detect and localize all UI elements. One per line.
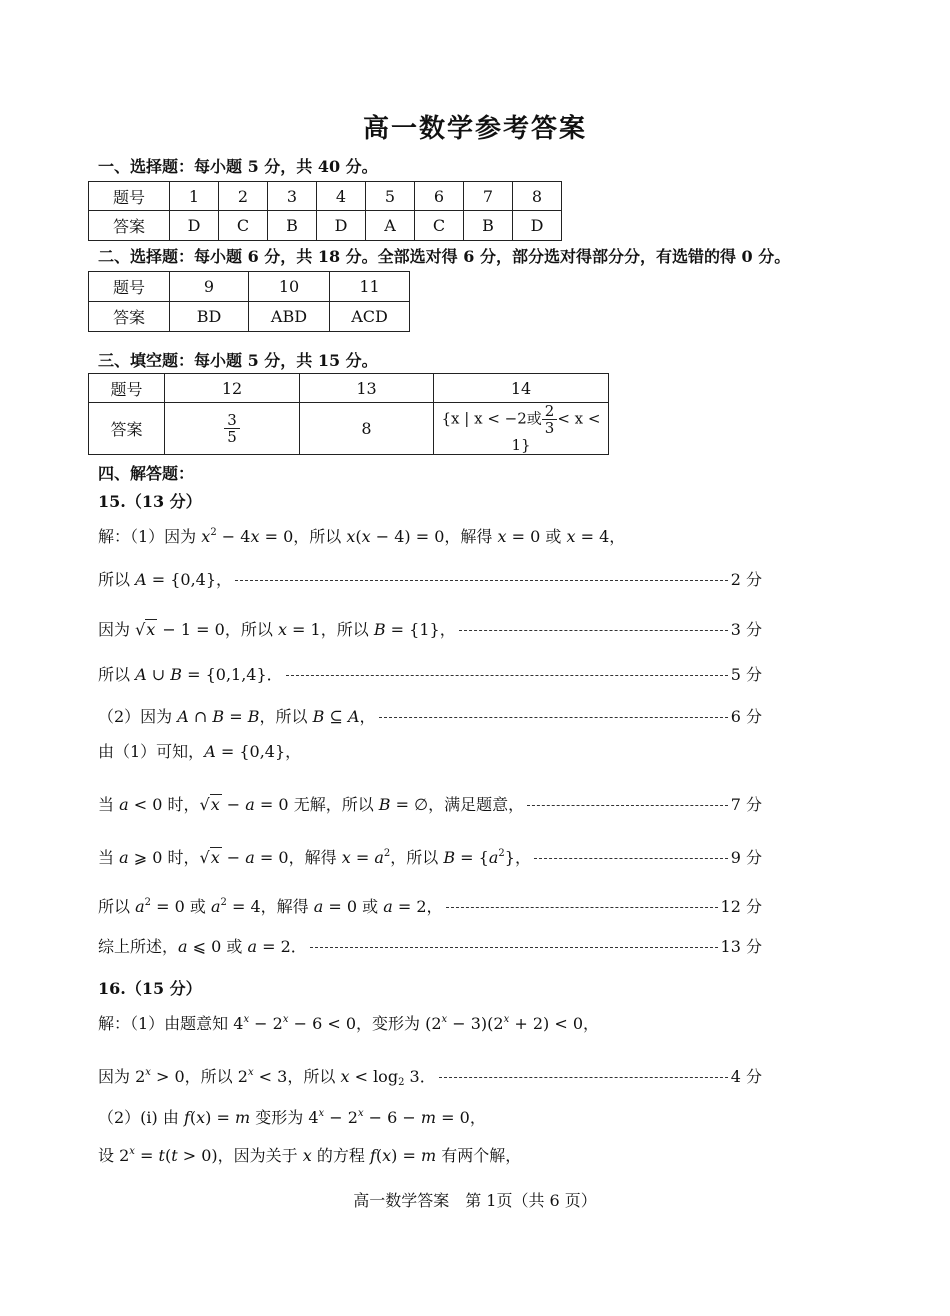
score-label: 2 分 — [730, 569, 762, 589]
fraction — [542, 403, 558, 436]
row-label: 答案 — [89, 403, 165, 455]
dashed-leader — [235, 580, 728, 581]
answer-cell: ABD — [249, 302, 330, 332]
question-number: 3 — [268, 182, 317, 211]
solution-line: 因为 √x − 1 = 0，所以 x = 1，所以 B = {1}， 3 分 — [98, 614, 762, 642]
row-label: 题号 — [89, 374, 165, 403]
row-label: 题号 — [89, 272, 170, 302]
dashed-leader — [286, 675, 728, 676]
row-label: 题号 — [89, 182, 170, 211]
question-number: 11 — [330, 272, 410, 302]
dashed-leader — [527, 805, 728, 806]
question-number: 8 — [513, 182, 562, 211]
answer-cell: 8 — [300, 403, 434, 455]
question-number: 2 — [219, 182, 268, 211]
q15-heading: 15.（13 分） — [98, 492, 202, 511]
score-label: 6 分 — [730, 706, 762, 726]
solution-line: 所以 A ∪ B = {0,1,4}． 5 分 — [98, 659, 762, 687]
answer-cell: B — [268, 211, 317, 241]
solution-line: 当 a ⩾ 0 时，√x − a = 0，解得 $x = a^2$，所以 $B = \{a^2\}$， 9 分 — [98, 842, 762, 870]
section1-table — [88, 181, 562, 241]
answer-cell — [165, 403, 300, 455]
section4-heading: 四、解答题： — [98, 464, 195, 483]
score-label: 9 分 — [730, 847, 762, 867]
question-number: 5 — [366, 182, 415, 211]
answer-cell: D — [170, 211, 219, 241]
dashed-leader — [446, 907, 718, 908]
solution-line: 由（1）可知，A = {0,4}， — [98, 741, 302, 761]
answer-cell: A — [366, 211, 415, 241]
score-label: 12 分 — [720, 896, 762, 916]
row-label: 答案 — [89, 302, 170, 332]
section2-table — [88, 271, 410, 332]
solution-line: 解：（1）因为 $x^2 - 4x = 0$，所以 x(x − 4) = 0，解得 x = 0 或 x = 4， — [98, 526, 626, 546]
dashed-leader — [379, 717, 728, 718]
question-number: 9 — [170, 272, 249, 302]
section3-heading: 三、填空题：每小题 5 分，共 15 分。 — [98, 351, 378, 370]
fraction-denominator: 5 — [227, 428, 237, 446]
dashed-leader — [439, 1077, 728, 1078]
dashed-leader — [310, 947, 718, 948]
answer-cell: C — [219, 211, 268, 241]
set-suffix: < x < 1} — [511, 409, 601, 454]
fraction — [224, 412, 240, 445]
question-number: 12 — [165, 374, 300, 403]
question-number: 4 — [317, 182, 366, 211]
answer-cell: C — [415, 211, 464, 241]
score-label: 4 分 — [730, 1066, 762, 1086]
question-number: 6 — [415, 182, 464, 211]
page-footer: 高一数学答案 第 1页（共 6 页） — [353, 1191, 597, 1210]
page-title: 高一数学参考答案 — [362, 114, 587, 144]
fraction-denominator: 3 — [544, 419, 555, 437]
score-label: 5 分 — [730, 664, 762, 684]
question-number: 10 — [249, 272, 330, 302]
question-number: 13 — [300, 374, 434, 403]
answer-cell: BD — [170, 302, 249, 332]
q16-heading: 16.（15 分） — [98, 979, 202, 998]
fraction-numerator: 2 — [542, 403, 558, 420]
score-label: 3 分 — [730, 619, 762, 639]
solution-line: 所以 A = {0,4}， 2 分 — [98, 564, 762, 592]
question-number: 7 — [464, 182, 513, 211]
dashed-leader — [459, 630, 728, 631]
section3-table — [88, 373, 609, 455]
solution-line: （2）(i) 由 f(x) = m 变形为 $4^x - 2^x - 6 - m = 0$， — [98, 1107, 486, 1127]
solution-line: 当 a < 0 时，√x − a = 0 无解，所以 B = ∅，满足题意， 7 分 — [98, 789, 762, 817]
solution-line: 综上所述，a ⩽ 0 或 a = 2． 13 分 — [98, 931, 762, 959]
fraction-numerator: 3 — [224, 412, 240, 429]
dashed-leader — [534, 858, 728, 859]
answer-cell: D — [513, 211, 562, 241]
solution-line: 所以 $a^2 = 0$ 或 $a^2 = 4$，解得 a = 0 或 a = 2， 12 分 — [98, 891, 762, 919]
row-label: 答案 — [89, 211, 170, 241]
set-prefix: {x | x < −2或 — [441, 409, 542, 428]
solution-line: 因为 $2^x > 0$，所以 $2^x < 3$，所以 $x < \log_2 3$． 4 分 — [98, 1061, 762, 1089]
score-label: 13 分 — [720, 936, 762, 956]
answer-cell: ACD — [330, 302, 410, 332]
solution-line: 解：（1）由题意知 $4^x - 2^x - 6 < 0$，变形为 $(2^x - 3)(2^x + 2) < 0$， — [98, 1013, 599, 1033]
solution-line: （2）因为 A ∩ B = B，所以 B ⊆ A， 6 分 — [98, 701, 762, 729]
score-label: 7 分 — [730, 794, 762, 814]
answer-cell: B — [464, 211, 513, 241]
solution-line: 设 $2^x = t(t > 0)$，因为关于 x 的方程 f(x) = m 有两个解， — [98, 1145, 522, 1165]
answer-cell: D — [317, 211, 366, 241]
question-number: 14 — [434, 374, 609, 403]
section2-heading: 二、选择题：每小题 6 分，共 18 分。全部选对得 6 分，部分选对得部分分，有选错的得 0 分。 — [98, 247, 791, 266]
answer-cell — [434, 403, 609, 455]
section1-heading: 一、选择题：每小题 5 分，共 40 分。 — [98, 157, 378, 176]
question-number: 1 — [170, 182, 219, 211]
